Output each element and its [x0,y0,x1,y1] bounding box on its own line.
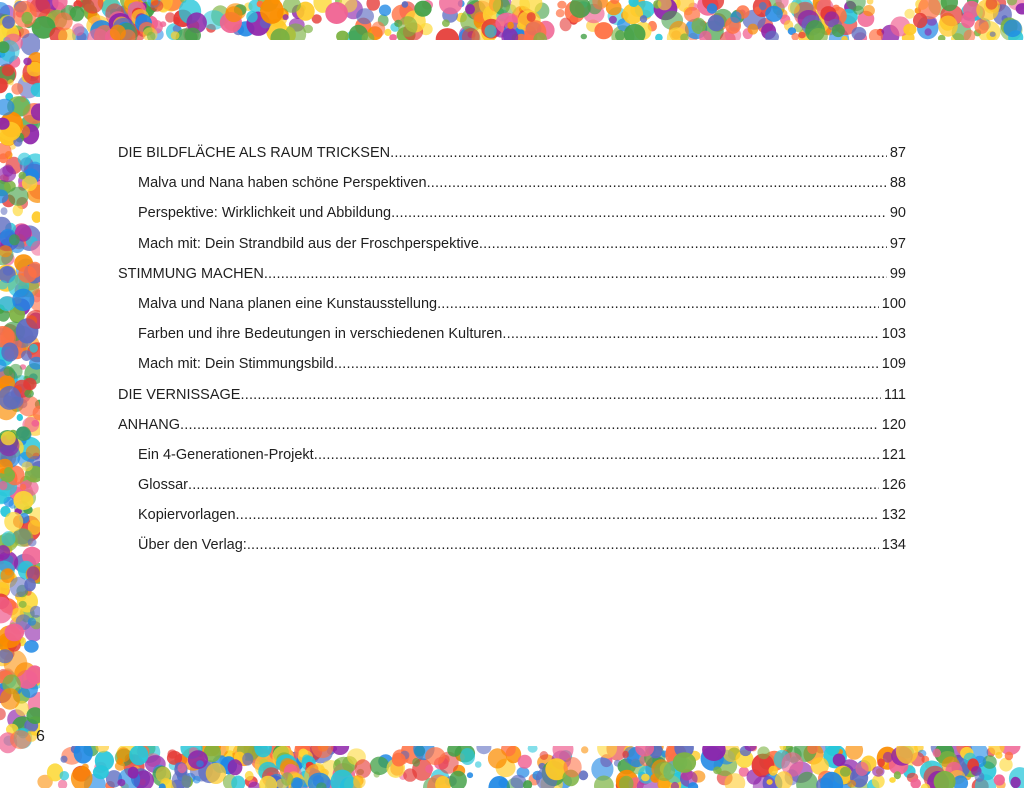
paint-dot [117,747,131,762]
paint-dot [863,5,875,16]
paint-dot [759,2,767,10]
toc-entry-title: Glossar [138,477,188,494]
paint-dot [242,753,253,766]
paint-dot [867,0,874,5]
paint-dot [19,172,27,180]
paint-dot [31,420,39,427]
paint-dot [21,350,32,361]
paint-dot [990,32,996,37]
paint-dot [0,708,6,720]
paint-dot [798,32,806,39]
paint-dot [5,569,13,576]
paint-dot [757,746,769,759]
toc-entry-title: Malva und Nana planen eine Kunstausstellung [138,295,438,312]
paint-dot [228,759,243,775]
paint-dot [556,9,565,17]
toc-entry-page: 100 [881,295,906,312]
paint-dot [414,1,431,17]
paint-dot [673,752,696,773]
paint-dot [1,431,16,445]
paint-dot [975,772,985,782]
paint-dot [974,19,988,34]
paint-dot [1,207,8,215]
page-number: 6 [36,728,45,745]
paint-dot [12,289,34,311]
toc-dot-leader [437,296,879,312]
paint-dot [2,531,16,546]
paint-dot [609,16,617,24]
paint-dot [398,16,417,37]
toc-entry-page: 109 [881,356,906,373]
paint-dot [55,12,73,30]
toc-dot-leader [236,507,879,523]
paint-dot [171,31,180,40]
paint-dot [23,58,31,66]
paint-dot [994,774,1005,785]
paint-dot [117,779,125,786]
paint-dot [370,757,389,775]
toc-dot-leader [502,326,878,342]
paint-dot [1010,777,1020,788]
paint-dot [467,772,473,778]
paint-dot [594,22,613,39]
paint-dot [281,772,293,786]
toc-entry-page: 121 [881,446,906,463]
paint-dot [425,765,433,773]
paint-dot [507,22,514,29]
paint-dot [8,79,14,85]
paint-dot [8,187,28,206]
paint-dot [283,14,289,20]
paint-dot [303,25,313,33]
toc-section-entry[interactable] [118,175,906,205]
paint-dot [833,754,846,767]
paint-dot [24,389,34,397]
toc-dot-leader [314,447,879,463]
toc-entry-title: Perspektive: Wirklichkeit und Abbildung [138,205,392,222]
toc-section-entry[interactable] [118,356,906,386]
toc-entry-title: Ein 4-Generationen-Projekt [138,446,314,463]
paint-dot [475,761,482,768]
paint-dot [245,771,254,781]
paint-dot [904,9,914,19]
paint-dot [29,344,38,353]
toc-entry-title: STIMMUNG MACHEN [118,265,264,282]
toc-dot-leader [264,266,887,282]
toc-section-entry[interactable] [118,296,906,326]
toc-dot-leader [479,236,887,252]
paint-dot [961,12,975,28]
toc-section-entry[interactable] [118,236,906,266]
paint-dot [225,6,242,22]
toc-section-entry[interactable] [118,477,906,507]
paint-dot [28,538,37,546]
toc-dot-leader [180,417,879,433]
paint-dot [150,0,163,12]
paint-dot [61,756,68,763]
paint-dot [22,12,33,24]
paint-dot [872,766,884,777]
paint-dot [354,759,371,778]
paint-dot [10,730,31,749]
paint-dot [3,367,13,376]
toc-chapter-entry[interactable] [118,417,906,447]
paint-dot [840,767,851,777]
paint-dot [115,761,125,771]
toc-dot-leader [334,356,879,372]
toc-entry-title: DIE VERNISSAGE [118,386,241,403]
paint-dot [22,462,33,472]
toc-dot-leader [390,145,887,161]
toc-entry-title: Farben und ihre Bedeutungen in verschiedenen Kulturen [138,326,503,343]
paint-dot [2,16,15,29]
paint-dot [1003,20,1021,38]
paint-dot [788,2,800,14]
toc-chapter-entry[interactable] [118,387,906,417]
paint-dot [20,484,26,491]
paint-dot [564,757,582,777]
toc-entry-page: 103 [881,326,906,343]
paint-dot [60,771,70,780]
toc-section-entry[interactable] [118,537,906,567]
toc-entry-title: Kopiervorlagen [138,507,236,524]
paint-dot [392,753,406,767]
paint-dot [72,23,84,36]
paint-dot [581,746,588,753]
paint-dot [402,1,409,8]
paint-dot [730,11,741,23]
paint-dot [9,234,20,245]
toc-chapter-entry[interactable] [118,145,906,175]
paint-dot [465,4,475,14]
paint-dot [855,762,868,776]
paint-dot [18,153,31,166]
paint-dot [325,2,348,24]
paint-dot [412,758,420,767]
paint-dot [196,760,204,767]
paint-dot [765,6,783,22]
paint-dot [193,776,201,784]
paint-dot [384,29,391,36]
paint-dot [356,8,374,24]
paint-dot [128,767,139,779]
toc-dot-leader [391,205,887,221]
paint-dot [933,749,941,758]
paint-dot [16,426,31,440]
paint-dot [852,27,867,40]
paint-dot [832,24,845,37]
toc-entry-page: 111 [883,386,906,403]
paint-dot [769,766,778,776]
toc-section-entry[interactable] [118,326,906,356]
paint-dot [767,779,773,785]
paint-dot [581,34,587,40]
toc-entry-page: 90 [889,205,906,222]
paint-dot [622,751,629,758]
toc-chapter-entry[interactable] [118,266,906,296]
toc-entry-page: 99 [889,265,906,282]
toc-entry-page: 87 [889,145,906,161]
paint-dot [24,640,39,653]
paint-dot [110,25,126,41]
paint-dot [925,28,932,35]
toc-entry-page: 88 [889,175,906,192]
paint-dot [2,165,13,177]
paint-dot [707,3,718,13]
paint-dot [4,467,13,476]
table-of-contents [118,145,906,568]
paint-dot [160,21,167,27]
toc-section-entry[interactable] [118,447,906,477]
paint-dot [847,780,856,788]
paint-dot [460,748,475,765]
toc-entry-title: ANHANG [118,416,181,433]
toc-entry-page: 134 [881,537,906,554]
toc-section-entry[interactable] [118,205,906,235]
toc-entry-title: Mach mit: Dein Stimmungsbild [138,356,334,373]
paint-dot [748,24,759,35]
paint-dot [877,758,885,767]
paint-dot [156,767,171,783]
paint-dot [540,751,549,760]
toc-dot-leader [247,537,879,553]
paint-dot [439,0,463,14]
paint-dot [938,16,958,37]
toc-entry-page: 126 [881,477,906,494]
paint-dot [2,64,14,76]
toc-entry-page: 132 [881,507,906,524]
paint-dot [713,767,722,775]
paint-dot [0,688,20,710]
paint-dot [485,25,497,38]
paint-dot [129,745,148,765]
paint-dot [11,83,23,95]
toc-entry-page: 120 [881,416,906,433]
paint-dot [560,18,572,32]
paint-dot [58,780,67,788]
toc-entry-title: Über den Verlag: [138,537,247,554]
paint-dot [10,577,28,597]
paint-dot [853,6,864,15]
paint-dot [641,774,650,782]
paint-dot [894,771,901,779]
paint-dot [379,5,391,17]
paint-dot [654,762,675,781]
paint-dot [17,414,23,421]
toc-dot-leader [188,477,879,493]
paint-dot [488,748,507,768]
paint-dot [708,15,725,31]
toc-section-entry[interactable] [118,507,906,537]
paint-dot [4,512,23,532]
paint-dot [13,204,23,216]
paint-dot [246,11,257,23]
toc-dot-leader [427,175,887,191]
paint-dot [3,266,14,275]
paint-dot [557,1,566,9]
paint-dot [178,763,187,773]
paint-dot [498,778,507,787]
paint-dot [1005,752,1013,761]
paint-dot [425,747,445,765]
paint-dot [903,24,916,36]
paint-dot [5,624,25,642]
paint-dot [371,22,385,38]
toc-entry-title: Malva und Nana haben schöne Perspektiven [138,175,427,192]
paint-dot [995,752,1002,759]
toc-entry-title: DIE BILDFLÄCHE ALS RAUM TRICKSEN [118,145,391,161]
paint-dot [353,775,366,788]
paint-dot [23,378,36,391]
paint-dot [527,12,536,22]
toc-entry-title: Mach mit: Dein Strandbild aus der Froschperspektive [138,235,479,252]
toc-entry-page: 97 [889,235,906,252]
paint-dot [1,343,18,362]
paint-dot [93,765,109,779]
paint-dot [518,755,532,769]
paint-dot [19,601,27,608]
paint-dot [913,13,927,28]
paint-dot [640,15,647,23]
paint-dot [442,20,450,27]
paint-dot [13,491,33,510]
toc-dot-leader [240,387,880,403]
paint-dot [28,618,36,626]
